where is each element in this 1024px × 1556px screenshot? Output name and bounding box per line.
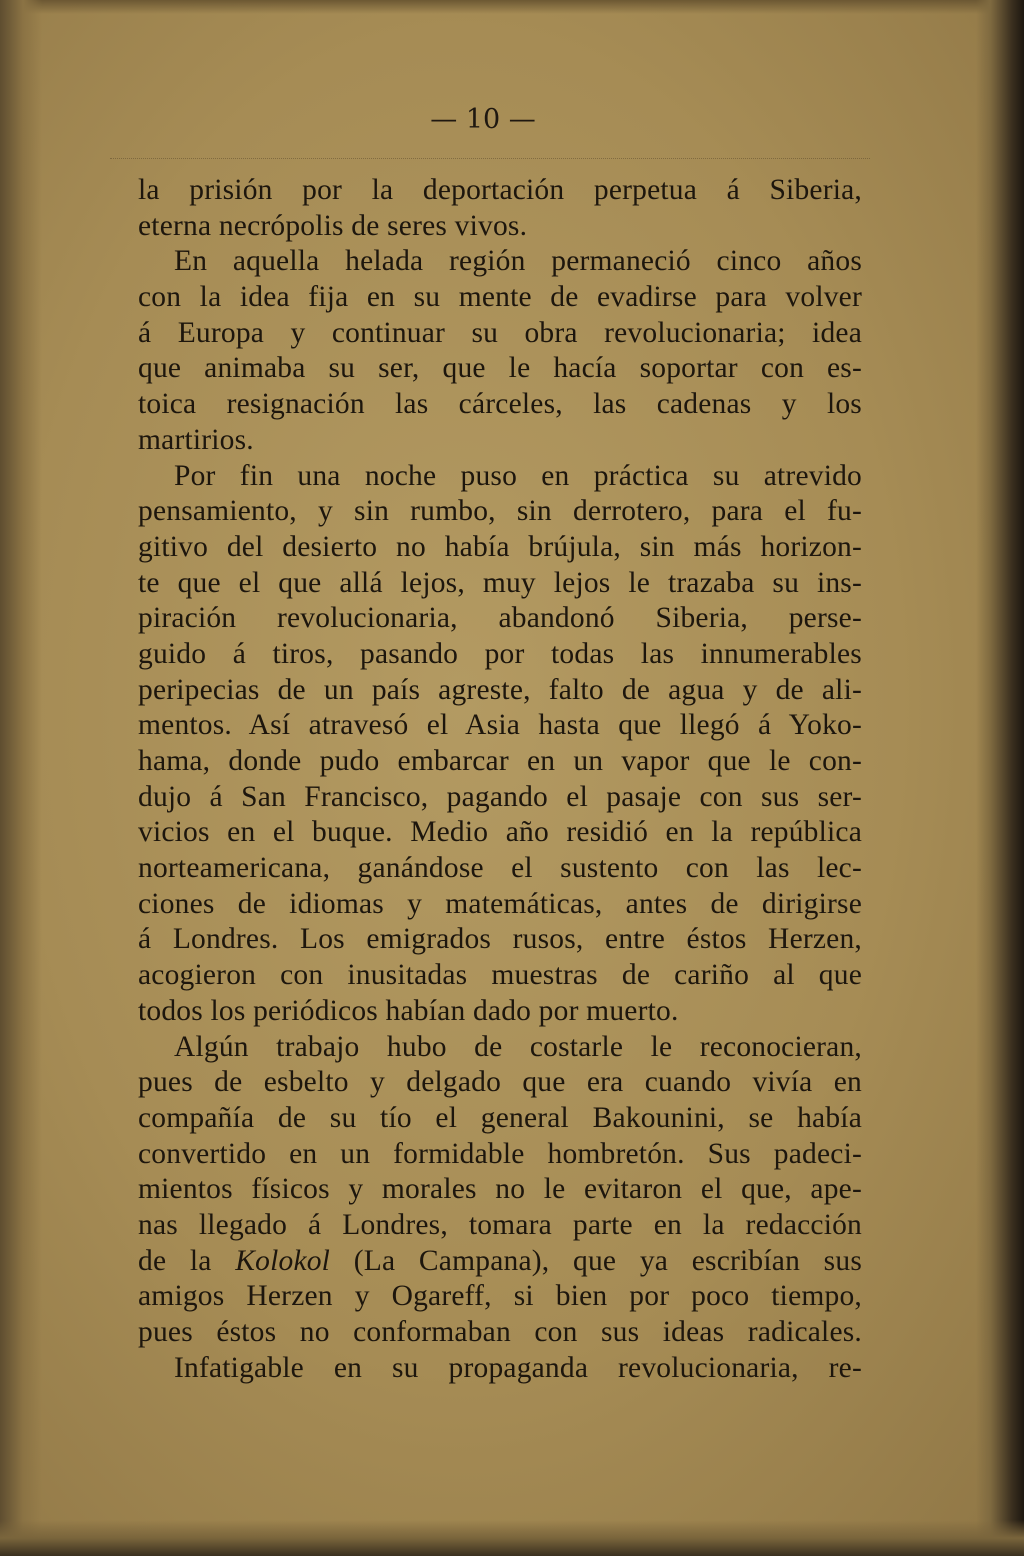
text-line: nas llegado á Londres, tomara parte en la redacción <box>138 1208 862 1241</box>
text-line: mentos. Así atravesó el Asia hasta que llegó á Yoko- <box>138 709 862 742</box>
text-line: vicios en el buque. Medio año residió en la república <box>138 816 862 849</box>
text-line: que animaba su ser, que le hacía soportar con es- <box>138 352 862 385</box>
text-line: guido á tiros, pasando por todas las innumerables <box>138 637 862 670</box>
text-line: peripecias de un país agreste, falto de agua y de ali- <box>138 673 862 706</box>
page-number: — 10 — <box>430 104 536 135</box>
page-top-edge <box>0 0 1024 14</box>
text-line: En aquella helada región permaneció cinco años <box>174 245 862 278</box>
text-line: pensamiento, y sin rumbo, sin derrotero, para el fu- <box>138 495 862 528</box>
text-line: convertido en un formidable hombretón. Sus padeci- <box>138 1137 862 1170</box>
text-line: con la idea fija en su mente de evadirse para volver <box>138 281 862 314</box>
text-line: toica resignación las cárceles, las cadenas y los <box>138 388 862 421</box>
page-left-edge <box>0 0 42 1556</box>
text-line: eterna necrópolis de seres vivos. <box>138 209 528 242</box>
text-line: pues éstos no conformaban con sus ideas radicales. <box>138 1316 862 1348</box>
text-line: hama, donde pudo embarcar en un vapor que le con- <box>138 745 862 777</box>
text-line: dujo á San Francisco, pagando el pasaje con sus ser- <box>138 780 862 813</box>
text-line: piración revolucionaria, abandonó Siberia, perse- <box>138 602 862 635</box>
text-line: mientos físicos y morales no le evitaron el que, ape- <box>138 1173 862 1206</box>
text-line: Algún trabajo hubo de costarle le reconocieran, <box>174 1030 862 1063</box>
periodical-title: Kolokol <box>235 1244 331 1277</box>
text-line: todos los periódicos habían dado por muerto. <box>138 994 679 1027</box>
text-line: martirios. <box>138 423 254 456</box>
text-line: te que el que allá lejos, muy lejos le trazaba su ins- <box>138 566 862 599</box>
text-line: norteamericana, ganándose el sustento con las lec- <box>138 852 862 885</box>
text-line: á Europa y continuar su obra revolucionaria; idea <box>138 316 862 349</box>
text-line: de la Kolokol (La Campana), que ya escribían sus <box>138 1244 862 1277</box>
text-line: gitivo del desierto no había brújula, sin más horizon- <box>138 530 862 563</box>
page-right-edge <box>976 0 1024 1556</box>
page-bottom-edge <box>0 1520 1024 1556</box>
body-text <box>138 173 862 1386</box>
text-line: Infatigable en su propaganda revolucionaria, re- <box>174 1351 862 1384</box>
text-line: compañía de su tío el general Bakounini, se había <box>138 1101 862 1134</box>
text-line: á Londres. Los emigrados rusos, entre éstos Herzen, <box>138 923 862 956</box>
text-line: la prisión por la deportación perpetua á Siberia, <box>138 174 862 206</box>
text-line: acogieron con inusitadas muestras de cariño al que <box>138 959 862 992</box>
text-line: amigos Herzen y Ogareff, si bien por poco tiempo, <box>138 1280 862 1313</box>
text-line: Por fin una noche puso en práctica su atrevido <box>174 459 862 492</box>
text-line: pues de esbelto y delgado que era cuando vivía en <box>138 1066 862 1099</box>
text-line: ciones de idiomas y matemáticas, antes de dirigirse <box>138 887 862 920</box>
header-rule <box>110 158 870 159</box>
